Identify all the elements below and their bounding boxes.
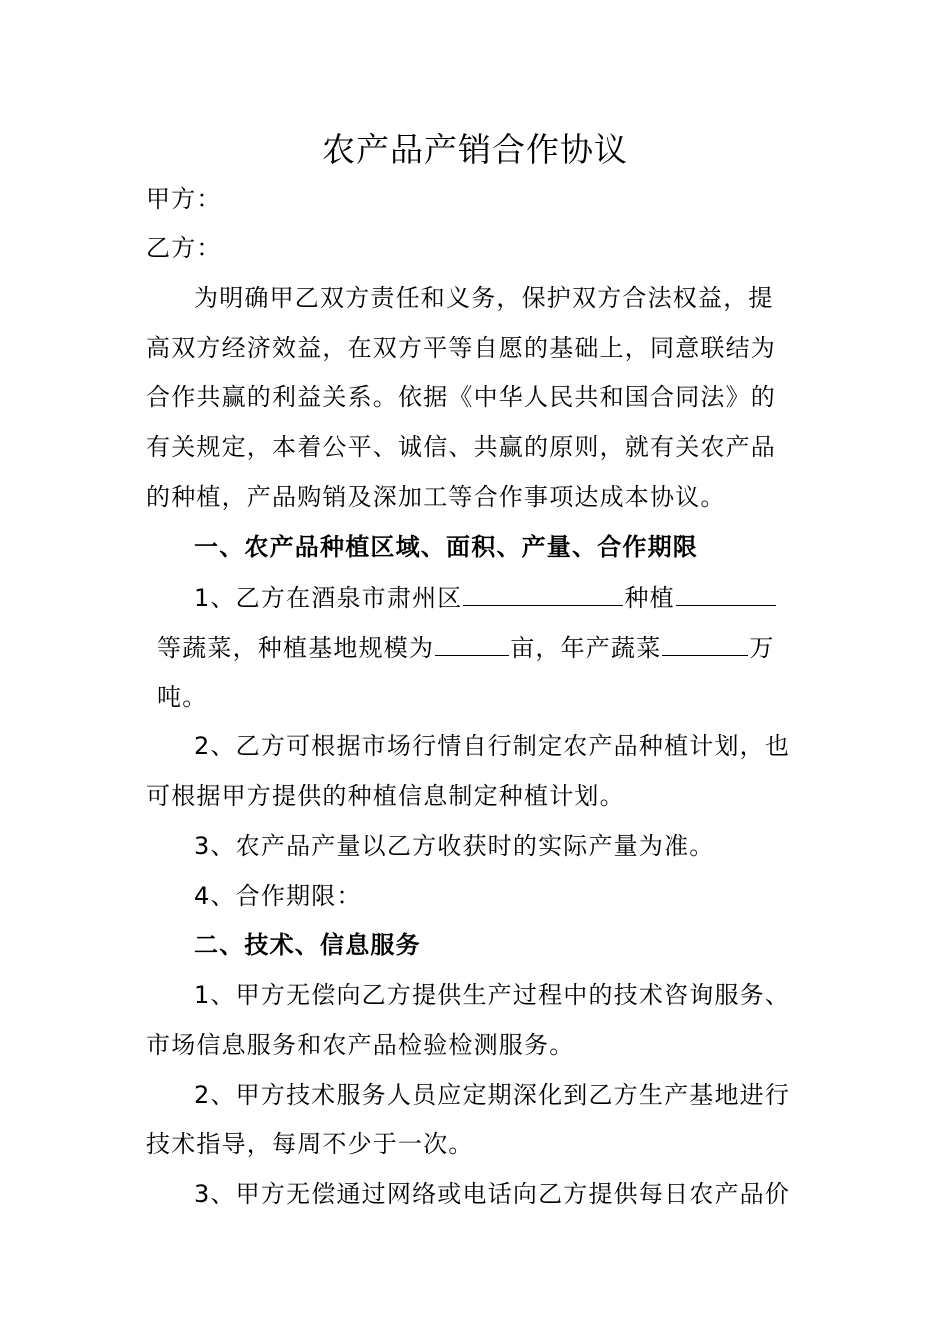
section-2-heading: 二、技术、信息服务 [194,931,421,959]
section-1-item-2-line: 2、乙方可根据市场行情自行制定农产品种植计划，也 [194,732,791,760]
item-text: 种植 [624,584,675,612]
fill-blank-area[interactable] [435,631,509,656]
item-text: 万 [749,634,775,662]
item-text: 1、乙方在酒泉市肃州区 [194,584,463,612]
section-1-heading: 一、农产品种植区域、面积、产量、合作期限 [194,533,698,561]
section-1-item-2-line: 可根据甲方提供的种植信息制定种植计划。 [146,782,625,810]
fill-blank-yield[interactable] [662,631,748,656]
section-2-item-1-line: 市场信息服务和农产品检验检测服务。 [146,1031,575,1059]
preamble-line: 合作共赢的利益关系。依据《中华人民共和国合同法》的 [146,383,776,411]
section-2-item-2-line: 技术指导，每周不少于一次。 [146,1130,474,1158]
preamble-line: 高双方经济效益，在双方平等自愿的基础上，同意联结为 [146,334,776,362]
section-1-item-1-line [194,581,777,614]
preamble-line: 有关规定，本着公平、诚信、共赢的原则，就有关农产品 [146,433,776,461]
item-text: 等蔬菜，种植基地规模为 [157,634,435,662]
section-1-item-4: 4、合作期限： [194,882,362,910]
fill-blank-location[interactable] [463,581,623,606]
section-2-item-2-line: 2、甲方技术服务人员应定期深化到乙方生产基地进行 [194,1081,791,1109]
fill-blank-crop[interactable] [676,581,776,606]
preamble-line: 为明确甲乙双方责任和义务，保护双方合法权益，提 [194,284,774,312]
section-2-item-1-line: 1、甲方无偿向乙方提供生产过程中的技术咨询服务、 [194,981,791,1009]
item-text: 亩，年产蔬菜 [510,634,662,662]
document-title: 农产品产销合作协议 [322,130,628,169]
party-a-label: 甲方： [146,185,222,213]
section-2-item-3-line: 3、甲方无偿通过网络或电话向乙方提供每日农产品价 [194,1180,791,1208]
section-1-item-3: 3、农产品产量以乙方收获时的实际产量为准。 [194,832,715,860]
preamble-line: 的种植，产品购销及深加工等合作事项达成本协议。 [146,483,726,511]
section-1-item-1-line [157,631,775,664]
section-1-item-1-line: 吨。 [157,683,208,711]
party-b-label: 乙方： [146,234,222,262]
